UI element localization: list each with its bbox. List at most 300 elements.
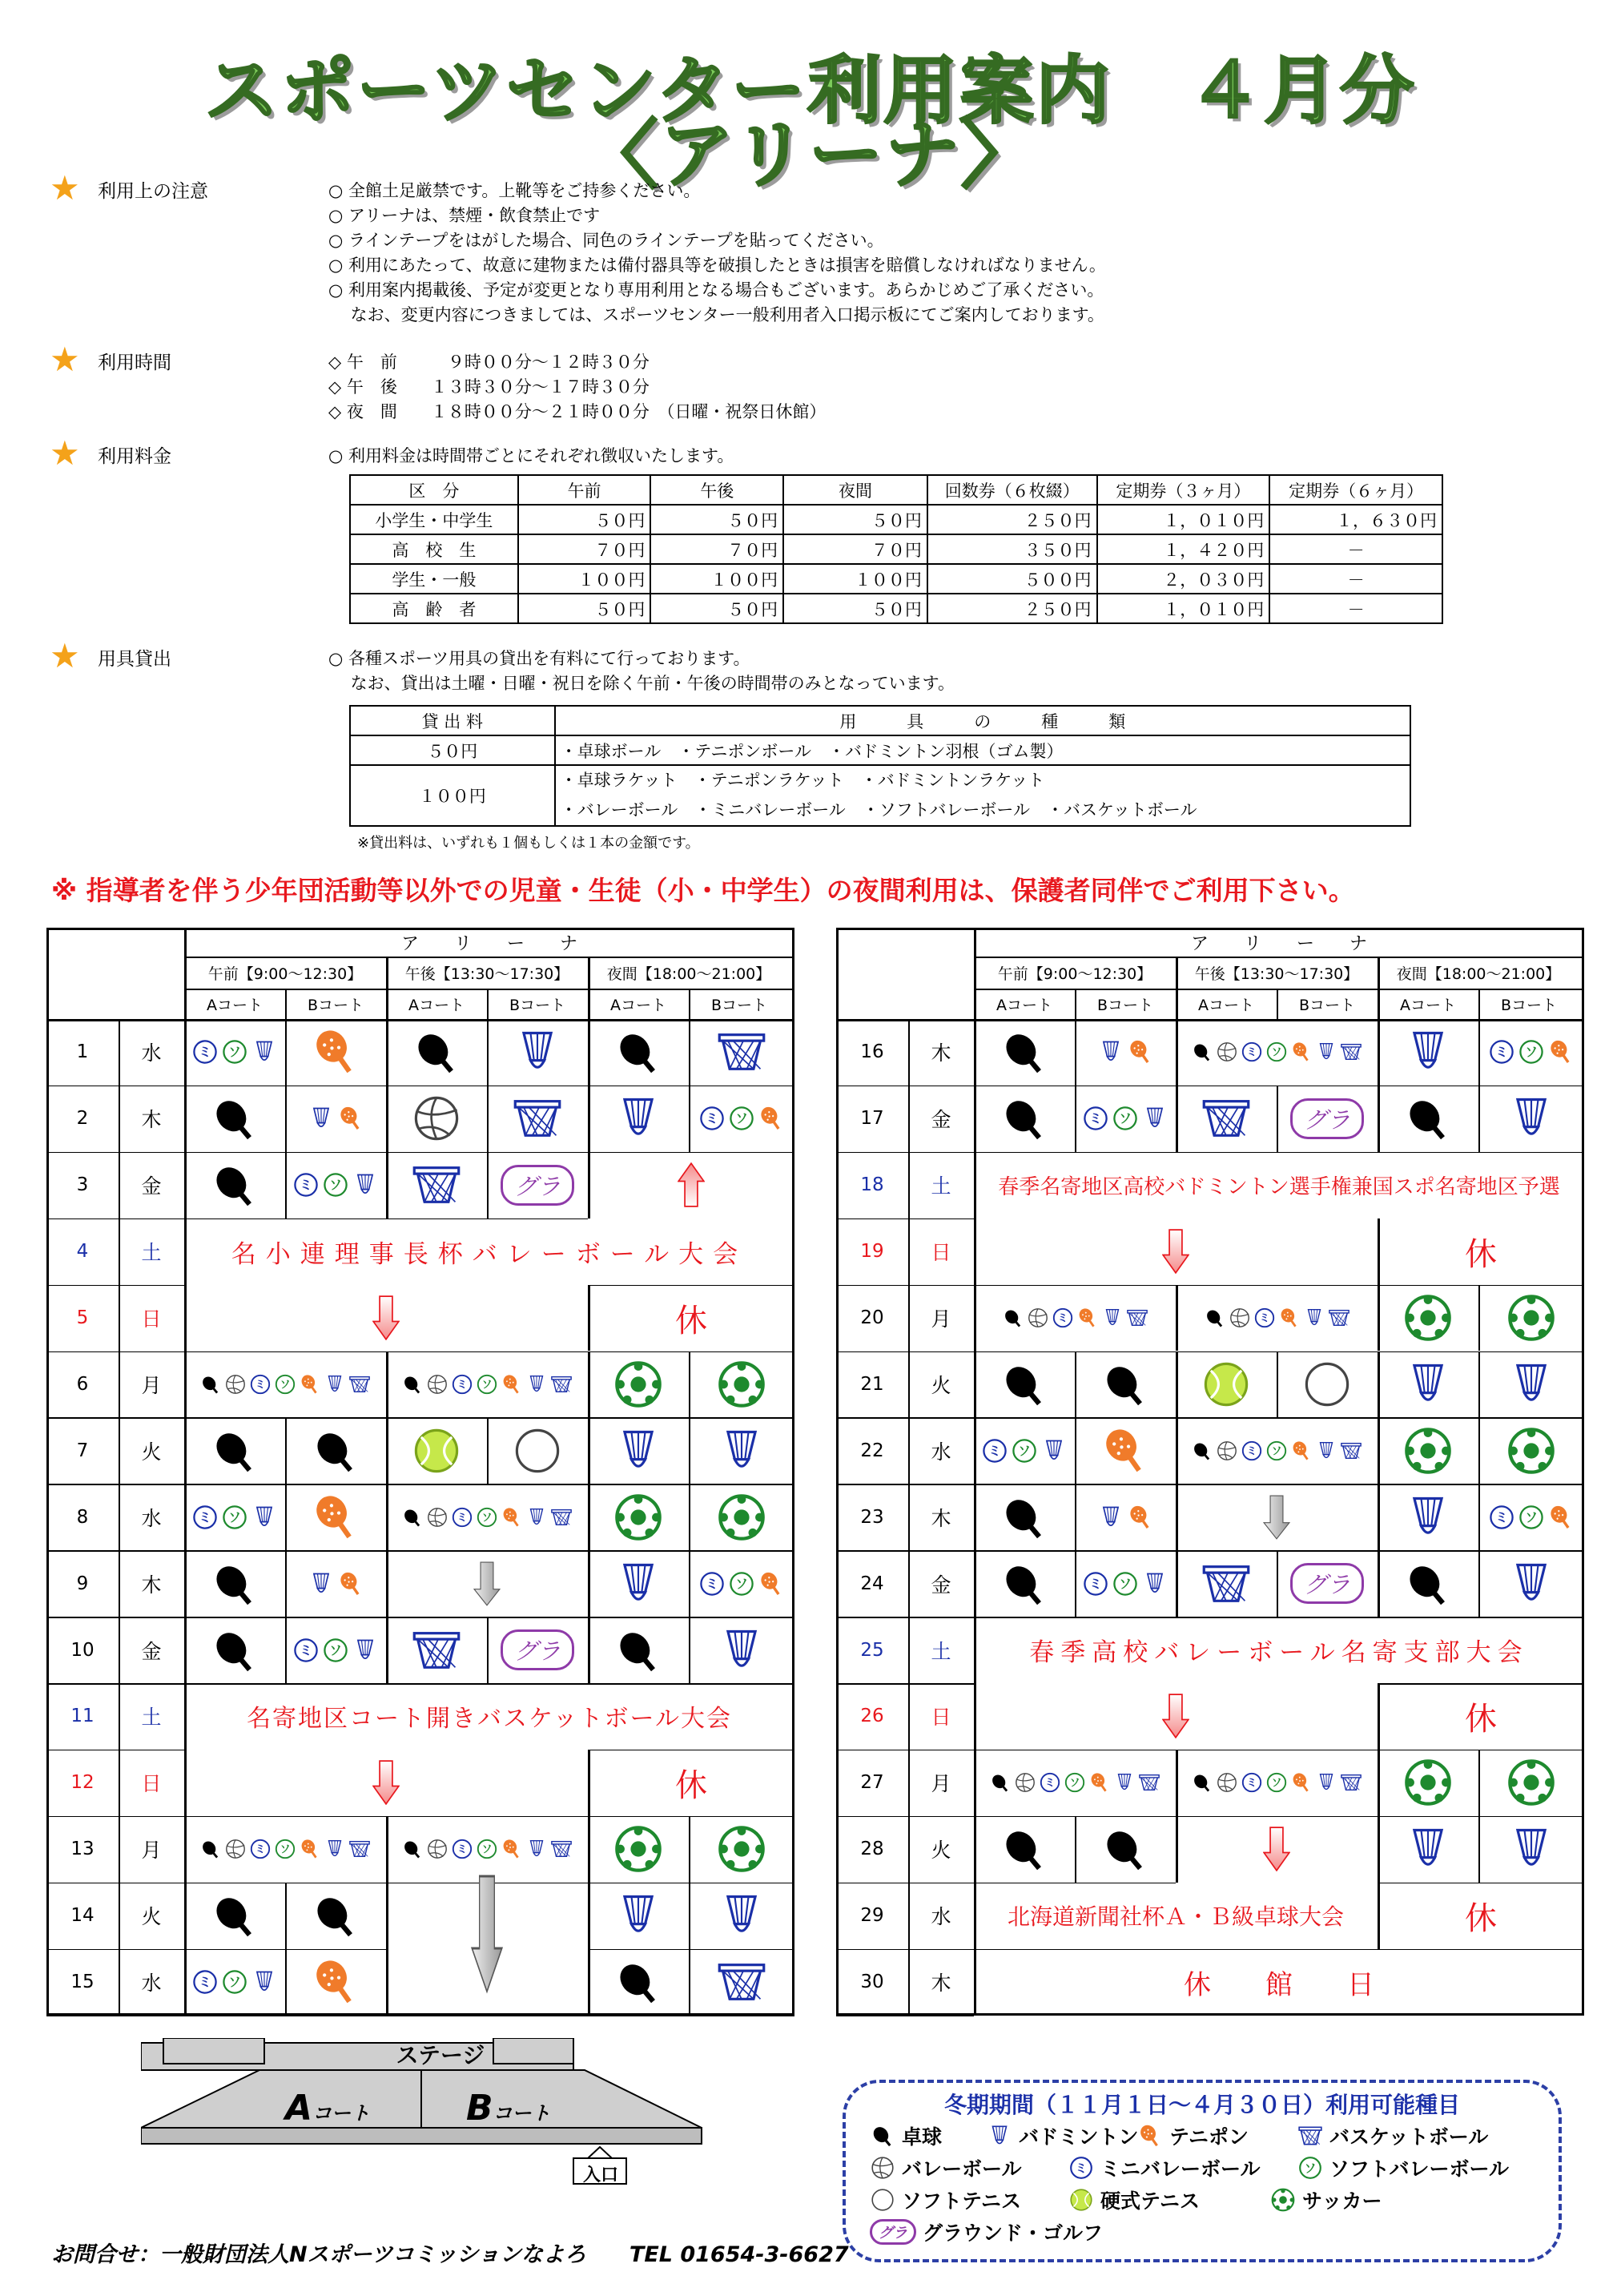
- grid-line: [836, 2016, 974, 2017]
- badminton-icon: [308, 1570, 335, 1597]
- event-label: 名寄地区コート開きバスケットボール大会: [247, 1705, 732, 1734]
- fee-cell: ７０円: [650, 534, 783, 564]
- ground-golf-icon: グラ: [501, 1165, 574, 1206]
- day-number: 25: [860, 1639, 884, 1661]
- fee-row: [350, 594, 1442, 623]
- badminton-icon: [1402, 1359, 1454, 1410]
- arrow-down-icon: [372, 1295, 400, 1340]
- soccer-icon: [716, 1492, 767, 1543]
- minivolley-icon: [249, 1373, 272, 1396]
- tabletennis-icon: [199, 1838, 222, 1860]
- softvolley-icon: [1064, 1771, 1086, 1794]
- day-weekday: 木: [141, 1573, 162, 1597]
- volleyball-icon: [1027, 1307, 1049, 1329]
- svg-text:ミ: ミ: [199, 1509, 211, 1525]
- tenipon-icon: [758, 1570, 785, 1597]
- soccer-icon: [716, 1823, 767, 1875]
- svg-text:ミ: ミ: [1056, 1312, 1068, 1325]
- schedule-cell: [1478, 1750, 1584, 1816]
- schedule-cell: [285, 1949, 386, 2016]
- minivolley-icon: [292, 1637, 320, 1664]
- tenipon-icon: [1100, 1425, 1151, 1476]
- event-label: 春季高校バレーボール名寄支部大会: [1029, 1638, 1529, 1668]
- legend-item: [1068, 2185, 1200, 2214]
- legend-item: [870, 2217, 1103, 2246]
- minivolley-icon: [1241, 1041, 1263, 1063]
- page-subtitle: 〈アリーナ〉: [583, 112, 1038, 198]
- schedule-cell: [487, 1417, 588, 1484]
- rental-header-cell: 用 具 の 種 類: [555, 706, 1410, 735]
- tenipon-icon: [758, 1105, 785, 1132]
- star-icon: ★: [50, 433, 80, 473]
- schedule-cell: [184, 1883, 285, 1949]
- tenipon-icon: [1547, 1038, 1575, 1065]
- day-weekday: 水: [141, 1041, 162, 1065]
- svg-text:ミ: ミ: [1089, 1110, 1102, 1126]
- grid-line: [386, 1550, 388, 1617]
- schedule-cell: [1176, 1550, 1277, 1617]
- badminton-icon: [613, 1890, 664, 1941]
- legend-label: 硬式テニス: [1100, 2189, 1201, 2213]
- arrow-down-icon: [1162, 1229, 1189, 1274]
- svg-text:ミ: ミ: [1258, 1312, 1270, 1325]
- schedule-cell: [1277, 1550, 1378, 1617]
- day-number: 17: [860, 1108, 884, 1130]
- schedule-cell: [184, 1816, 386, 1883]
- legend-item: [1068, 2153, 1261, 2182]
- hours-line: ◇ 午 後 １３時３０分～１７時３０分: [328, 377, 650, 397]
- day-number: 16: [860, 1041, 884, 1063]
- badminton-icon: [1101, 1307, 1124, 1329]
- rental-price: １００円: [350, 765, 555, 826]
- ground-golf-icon: グラ: [1290, 1098, 1364, 1139]
- schedule-cell: [1378, 1550, 1478, 1617]
- tenipon-icon: [337, 1570, 364, 1597]
- softvolley-icon: [1112, 1105, 1139, 1132]
- schedule-cell: [974, 1550, 1075, 1617]
- svg-text:ミ: ミ: [199, 1045, 211, 1061]
- badminton-icon: [1097, 1504, 1124, 1531]
- svg-text:ミ: ミ: [457, 1512, 468, 1525]
- svg-text:ソ: ソ: [1525, 1509, 1538, 1525]
- svg-text:ソ: ソ: [1304, 2161, 1317, 2176]
- grid-line: [908, 1019, 910, 2016]
- grid-line: [836, 1218, 974, 1220]
- legend-label: バレーボール: [902, 2157, 1022, 2181]
- softvolley-icon: [322, 1637, 349, 1664]
- court-b-letter: B: [466, 2088, 493, 2129]
- rental-header-row: [350, 706, 1410, 735]
- schedule-cell: [285, 1617, 386, 1683]
- fee-cell: ７０円: [518, 534, 651, 564]
- grid-line: [588, 1152, 590, 1218]
- volleyball-icon: [224, 1838, 247, 1860]
- tabletennis-icon: [1002, 1307, 1024, 1329]
- grid-line: [836, 1750, 974, 1751]
- svg-text:ソ: ソ: [1119, 1576, 1132, 1592]
- softvolley-icon: [274, 1373, 296, 1396]
- schedule-cell: [184, 1152, 285, 1218]
- schedule-cell: [1378, 1086, 1478, 1152]
- fee-cell: ５０円: [783, 505, 927, 534]
- tenipon-icon: [310, 1956, 361, 2008]
- svg-text:ソ: ソ: [1525, 1045, 1538, 1061]
- svg-text:ソ: ソ: [1018, 1443, 1031, 1459]
- schedule-cell: [285, 1417, 386, 1484]
- badminton-icon: [1506, 1823, 1557, 1875]
- minivolley-icon: [191, 1968, 219, 1996]
- schedule-cell: [184, 1484, 285, 1550]
- fee-row: [350, 564, 1442, 594]
- badminton-icon: [987, 2123, 1012, 2149]
- tabletennis-icon: [1191, 1771, 1213, 1794]
- basketball-icon: [1201, 1558, 1252, 1609]
- schedule-cell: [1478, 1484, 1584, 1550]
- fee-header-cell: 定期券（３ヶ月）: [1097, 475, 1270, 505]
- day-number: 27: [860, 1772, 884, 1794]
- minivolley-icon: [1082, 1570, 1109, 1597]
- fee-cell: ２５０円: [927, 594, 1097, 623]
- svg-text:ミ: ミ: [706, 1576, 718, 1592]
- court-a-header: Aコート: [408, 996, 465, 1014]
- schedule-cell: [1478, 1285, 1584, 1351]
- day-weekday: 金: [931, 1573, 951, 1597]
- arrow-down-icon: [1162, 1694, 1189, 1738]
- schedule-cell: [1176, 1019, 1378, 1086]
- day-number: 19: [860, 1241, 884, 1263]
- schedule-cell: [1478, 1816, 1584, 1883]
- schedule-cell: [184, 1019, 285, 1086]
- tabletennis-icon: [999, 1026, 1050, 1078]
- tabletennis-icon: [310, 1425, 361, 1476]
- legend-label: テニポン: [1169, 2125, 1249, 2149]
- schedule-cell: [974, 1351, 1075, 1418]
- day-number: 12: [70, 1772, 95, 1794]
- minivolley-icon: [292, 1171, 320, 1198]
- tenipon-icon: [310, 1492, 361, 1543]
- period-header: 夜間【18:00～21:00】: [606, 965, 771, 983]
- grid-line: [1176, 1484, 1178, 1550]
- rental-price: ５０円: [350, 735, 555, 765]
- court-b-header: Bコート: [710, 996, 768, 1014]
- tabletennis-icon: [870, 2123, 895, 2149]
- day-weekday: 水: [931, 1905, 951, 1929]
- day-weekday: 日: [141, 1772, 162, 1796]
- soccer-icon: [1506, 1425, 1557, 1476]
- schedule-cell: [588, 1617, 689, 1683]
- minivolley-icon: [451, 1506, 473, 1529]
- day-number: 14: [70, 1905, 95, 1927]
- schedule-cell: [689, 1086, 794, 1152]
- grid-line: [46, 1949, 184, 1951]
- fee-cell: １００円: [783, 564, 927, 594]
- court-b-label: [466, 2088, 551, 2129]
- event-label: 休: [1465, 1235, 1497, 1273]
- stage-step-left: [163, 2038, 264, 2064]
- grid-line: [46, 1550, 184, 1552]
- schedule-cell: [1075, 1086, 1176, 1152]
- badminton-icon: [1506, 1359, 1557, 1410]
- soccer-icon: [1270, 2187, 1296, 2213]
- softtennis-icon: [1301, 1359, 1353, 1410]
- tabletennis-icon: [209, 1625, 260, 1676]
- basketball-icon: [1297, 2123, 1323, 2149]
- notes-line: なお、変更内容につきましては、スポーツセンター一般利用者入口掲示板にてご案内しております。: [328, 305, 1104, 324]
- arena-header: ア リ ー ナ: [1190, 933, 1367, 954]
- period-header: 午前【9:00～12:30】: [997, 965, 1152, 983]
- rental-row: [350, 765, 1410, 826]
- minivolley-icon: [191, 1038, 219, 1065]
- softvolley-icon: [1265, 1771, 1288, 1794]
- svg-text:ソ: ソ: [329, 1177, 342, 1193]
- tabletennis-icon: [401, 1373, 424, 1396]
- volleyball-icon: [426, 1373, 448, 1396]
- arena-header: ア リ ー ナ: [400, 933, 577, 954]
- grid-line: [836, 1285, 974, 1287]
- tenipon-icon: [299, 1373, 321, 1396]
- day-weekday: 日: [931, 1706, 951, 1730]
- schedule-cell: [285, 1883, 386, 1949]
- fee-cell: ５０円: [650, 594, 783, 623]
- day-number: 21: [860, 1373, 884, 1395]
- rental-label: 用具貸出: [98, 649, 171, 670]
- fee-cell: ５０円: [518, 505, 651, 534]
- tenipon-icon: [501, 1373, 523, 1396]
- day-number: 7: [76, 1440, 89, 1461]
- day-weekday: 月: [141, 1839, 162, 1863]
- tabletennis-icon: [411, 1026, 462, 1078]
- badminton-icon: [1402, 1823, 1454, 1875]
- court-a-header: Aコート: [207, 996, 263, 1014]
- day-number: 1: [76, 1041, 89, 1063]
- softvolley-icon: [728, 1105, 755, 1132]
- basketball-icon: [1138, 1771, 1160, 1794]
- minivolley-icon: [451, 1838, 473, 1860]
- svg-text:ミ: ミ: [255, 1843, 266, 1856]
- grid-line: [386, 1949, 388, 2016]
- softtennis-icon: [870, 2187, 895, 2213]
- day-weekday: 火: [931, 1373, 951, 1397]
- legend-title: 冬期期間（１１月１日～４月３０日）利用可能種目: [943, 2092, 1460, 2118]
- court-a-header: Aコート: [1400, 996, 1456, 1014]
- legend-label: ソフトバレーボール: [1329, 2157, 1510, 2181]
- day-weekday: 月: [931, 1772, 951, 1796]
- schedule-cell: [1176, 1417, 1378, 1484]
- schedule-cell: [1378, 1750, 1478, 1816]
- schedule-cell: [689, 1617, 794, 1683]
- schedule-cell: [1378, 1816, 1478, 1883]
- schedule-cell: [1277, 1351, 1378, 1418]
- fee-cell: 高 校 生: [350, 534, 518, 564]
- fee-cell: ５０円: [518, 594, 651, 623]
- rental-note: ※貸出料は、いずれも１個もしくは１本の金額です。: [357, 835, 700, 852]
- rental-table: [349, 705, 1411, 827]
- schedule-cell: [974, 1086, 1075, 1152]
- softvolley-icon: [1265, 1041, 1288, 1063]
- volleyball-icon: [426, 1506, 448, 1529]
- schedule-cell: [1176, 1750, 1378, 1816]
- schedule-cell: [689, 1019, 794, 1086]
- schedule-cell: [487, 1086, 588, 1152]
- svg-text:ソ: ソ: [329, 1642, 342, 1658]
- event-label: 休 館 日: [1184, 1968, 1374, 2001]
- rental-line: なお、貸出は土曜・日曜・祝日を除く午前・午後の時間帯のみとなっています。: [328, 674, 955, 693]
- svg-text:ソ: ソ: [1271, 1777, 1282, 1790]
- fee-cell: １００円: [650, 564, 783, 594]
- day-weekday: 日: [141, 1307, 162, 1331]
- court-a-letter: A: [285, 2088, 313, 2129]
- schedule-cell: [689, 1816, 794, 1883]
- tabletennis-icon: [199, 1373, 222, 1396]
- day-number: 13: [70, 1839, 95, 1860]
- day-number: 2: [76, 1108, 89, 1130]
- minivolley-icon: [1052, 1307, 1074, 1329]
- arrow-down-icon: [1263, 1495, 1290, 1540]
- badminton-icon: [525, 1506, 548, 1529]
- softvolley-icon: [476, 1838, 498, 1860]
- court-a-header: Aコート: [1198, 996, 1254, 1014]
- stage-label: ステージ: [396, 2042, 485, 2068]
- fee-cell: １，６３０円: [1269, 505, 1442, 534]
- tabletennis-icon: [999, 1492, 1050, 1543]
- badminton-icon: [251, 1504, 278, 1531]
- softvolley-icon: [1112, 1570, 1139, 1597]
- badminton-icon: [251, 1968, 278, 1996]
- svg-text:ソ: ソ: [735, 1576, 748, 1592]
- softvolley-icon: [322, 1171, 349, 1198]
- day-weekday: 水: [141, 1506, 162, 1530]
- fee-header-row: [350, 475, 1442, 505]
- schedule-cell: [588, 1484, 689, 1550]
- schedule-cell: [1277, 1086, 1378, 1152]
- grid-line: [119, 1019, 120, 2016]
- schedule-cell: [588, 1417, 689, 1484]
- notes-line: ○ 利用にあたって、故意に建物または備付器具等を破損したときは損害を賠償しなければなりません。: [328, 256, 1106, 275]
- badminton-icon: [251, 1038, 278, 1065]
- schedule-cell: [588, 1019, 689, 1086]
- tennis-icon: [1201, 1359, 1252, 1410]
- schedule-cell: [1075, 1550, 1176, 1617]
- entrance-label: 入口: [582, 2165, 618, 2185]
- legend-item: [870, 2121, 942, 2150]
- legend-label: 卓球: [902, 2125, 943, 2149]
- legend-item: [1137, 2121, 1249, 2150]
- grid-line: [46, 2016, 184, 2017]
- day-weekday: 木: [931, 1041, 951, 1065]
- schedule-cell: [689, 1550, 794, 1617]
- fee-header-cell: 区 分: [350, 475, 518, 505]
- tabletennis-icon: [209, 1093, 260, 1144]
- day-weekday: 火: [141, 1905, 162, 1929]
- fee-header-cell: 定期券（６ヶ月）: [1269, 475, 1442, 505]
- arrow-down-icon: [372, 1760, 400, 1805]
- schedule-cell: [487, 1617, 588, 1683]
- schedule-cell: [386, 1152, 487, 1218]
- tabletennis-icon: [209, 1558, 260, 1609]
- soccer-icon: [1506, 1292, 1557, 1343]
- svg-text:ソ: ソ: [280, 1379, 291, 1392]
- day-number: 9: [76, 1573, 89, 1594]
- star-icon: ★: [50, 340, 80, 379]
- tabletennis-icon: [1100, 1823, 1151, 1875]
- schedule-cell: [386, 1617, 487, 1683]
- notes-line: ○ アリーナは、禁煙・飲食禁止です: [328, 206, 601, 225]
- soccer-icon: [613, 1359, 664, 1410]
- grid-line: [46, 1152, 184, 1154]
- hours-label: 利用時間: [98, 352, 171, 373]
- schedule-cell: [588, 1883, 689, 1949]
- fee-cell: ５０円: [783, 594, 927, 623]
- grid-line: [836, 1683, 974, 1685]
- schedule-cell: [285, 1019, 386, 1086]
- fee-cell: １，０１０円: [1097, 505, 1270, 534]
- schedule-cell: [1478, 1086, 1584, 1152]
- day-number: 10: [70, 1639, 95, 1661]
- court-b-suffix: コート: [493, 2102, 551, 2125]
- court-b-header: Bコート: [509, 996, 566, 1014]
- court-b-header: Bコート: [1298, 996, 1356, 1014]
- day-number: 24: [860, 1573, 884, 1594]
- schedule-cell: [1378, 1351, 1478, 1418]
- tabletennis-icon: [613, 1625, 664, 1676]
- tenipon-icon: [501, 1838, 523, 1860]
- schedule-cell: [974, 1750, 1176, 1816]
- grid-line: [46, 1484, 184, 1485]
- notes-label: 利用上の注意: [98, 181, 208, 202]
- softvolley-icon: [476, 1373, 498, 1396]
- day-weekday: 火: [931, 1839, 951, 1863]
- fees-label: 利用料金: [98, 446, 171, 467]
- rental-item-line: ・卓球ラケット ・テニポンラケット ・バドミントンラケット: [560, 771, 1045, 790]
- tenipon-icon: [1290, 1440, 1313, 1462]
- event-label: 休: [1465, 1899, 1497, 1937]
- minivolley-icon: [451, 1373, 473, 1396]
- day-weekday: 金: [141, 1174, 162, 1198]
- volleyball-icon: [1216, 1771, 1238, 1794]
- day-weekday: 土: [141, 1241, 162, 1265]
- rental-row: [350, 735, 1410, 765]
- schedule-cell: [1478, 1417, 1584, 1484]
- event-label: 休: [675, 1302, 707, 1339]
- tenipon-icon: [299, 1838, 321, 1860]
- legend-item: [870, 2185, 1021, 2214]
- minivolley-icon: [698, 1570, 726, 1597]
- volleyball-icon: [411, 1093, 462, 1144]
- court-a-header: Aコート: [996, 996, 1052, 1014]
- soccer-icon: [716, 1359, 767, 1410]
- tabletennis-icon: [1100, 1359, 1151, 1410]
- svg-text:ソ: ソ: [228, 1509, 241, 1525]
- minivolley-icon: [1488, 1504, 1515, 1531]
- grid-line: [836, 1417, 974, 1419]
- badminton-icon: [512, 1026, 563, 1078]
- fee-cell: １００円: [518, 564, 651, 594]
- schedule-cell: [1075, 1019, 1176, 1086]
- schedule-cell: [386, 1351, 588, 1418]
- softvolley-icon: [476, 1506, 498, 1529]
- period-header: 午後【13:30～17:30】: [404, 965, 569, 983]
- schedule-cell: [588, 1949, 689, 2016]
- court-b-header: Bコート: [1500, 996, 1558, 1014]
- grid-line: [46, 1750, 184, 1751]
- basketball-icon: [1328, 1307, 1350, 1329]
- fee-cell: 小学生・中学生: [350, 505, 518, 534]
- volleyball-icon: [870, 2155, 895, 2181]
- day-weekday: 火: [141, 1440, 162, 1464]
- softvolley-icon: [1265, 1440, 1288, 1462]
- softvolley-icon: [728, 1570, 755, 1597]
- tenipon-icon: [501, 1506, 523, 1529]
